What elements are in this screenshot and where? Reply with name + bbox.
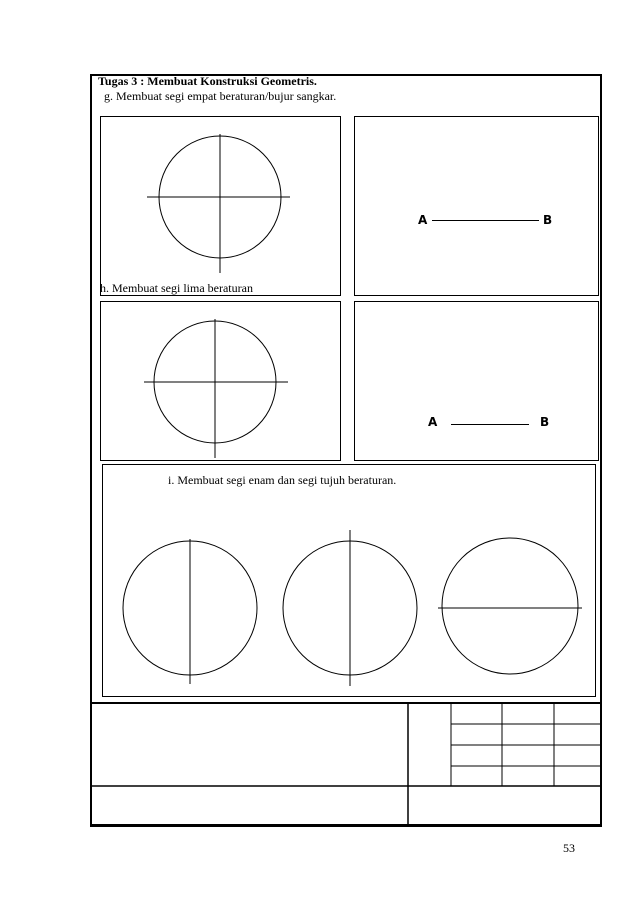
segment-ab-line: [451, 424, 529, 425]
panel-g-segment: [354, 116, 599, 296]
panel-h-segment: [354, 301, 599, 461]
point-b-label: B: [543, 213, 553, 227]
circle-cross-g: [100, 116, 341, 296]
point-a-label: A: [418, 213, 428, 227]
subtitle-g: g. Membuat segi empat beraturan/bujur sangkar.: [104, 89, 337, 103]
point-b-label: B: [540, 415, 550, 429]
subtitle-i: i. Membuat segi enam dan segi tujuh beraturan.: [168, 473, 397, 487]
title-block: [90, 703, 602, 827]
circle-cross-h: [100, 301, 341, 461]
task-title: Tugas 3 : Membuat Konstruksi Geometris.: [98, 74, 317, 88]
segment-ab-line: [432, 220, 539, 221]
page-number: 53: [563, 841, 575, 855]
three-circles: [102, 464, 596, 697]
point-a-label: A: [428, 415, 438, 429]
subtitle-h: h. Membuat segi lima beraturan: [100, 281, 253, 295]
